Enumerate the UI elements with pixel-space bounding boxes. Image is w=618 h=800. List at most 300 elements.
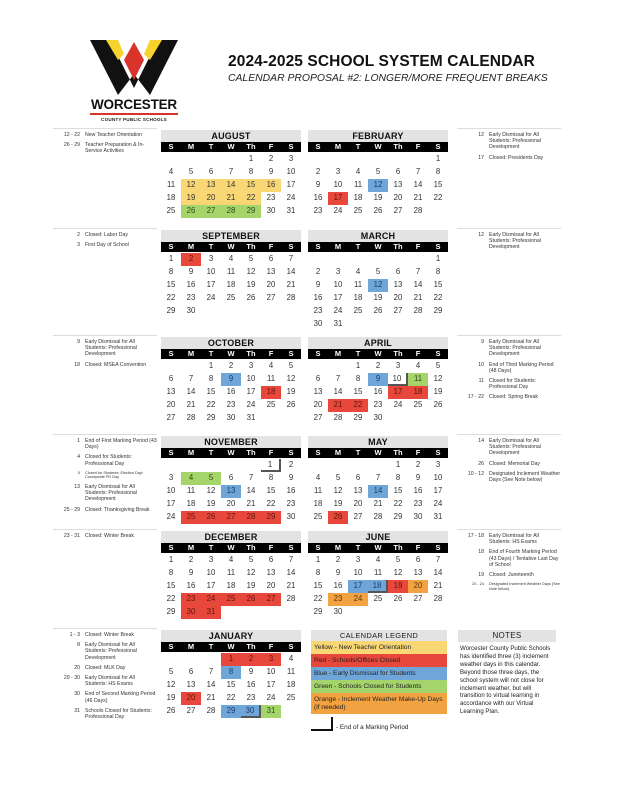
month-name: AUGUST [161, 130, 301, 142]
day-cell: 27 [186, 706, 196, 715]
empty-cell [181, 653, 201, 666]
note-text: Closed: Thanksgiving Break [85, 506, 150, 513]
day-cell: 7 [228, 167, 234, 176]
day-cell: 14 [206, 680, 216, 689]
note-item [53, 232, 157, 238]
day-cell: 20 [226, 499, 236, 508]
weekday-label: F [268, 349, 274, 358]
day-cell: 27 [221, 511, 241, 524]
weekday-label: F [415, 349, 421, 358]
note-text: End of Third Marking Period (48 Days) [489, 361, 554, 374]
note-item [457, 461, 561, 467]
day-cell: 11 [353, 180, 363, 189]
note-text: Closed: Presidents Day [489, 154, 544, 161]
day-cell: 19 [333, 499, 343, 508]
weekday-label: S [168, 142, 174, 151]
day-cell: 26 [201, 511, 221, 524]
weekday-label: S [435, 242, 441, 251]
day-grid [161, 458, 301, 524]
day-cell: 27 [313, 413, 323, 422]
day-cell: 4 [268, 361, 274, 370]
note-text: Early Dismissal for All Students: Professional Development [489, 232, 541, 251]
day-cell: 9 [188, 267, 194, 276]
day-cell: 25 [181, 511, 201, 524]
day-cell: 21 [186, 400, 196, 409]
weekday-label: T [355, 142, 361, 151]
weekday-label: T [208, 349, 214, 358]
day-cell: 5 [375, 267, 381, 276]
day-cell: 22 [348, 399, 368, 412]
day-cell: 26 [286, 400, 296, 409]
weekday-label: F [268, 543, 274, 552]
notes-text: Worcester County Public Schools has identified three (3) inclement weather days in this calendar. Beyond those three days, the school system will not close for inclement weather, but will transition to virtual learning in accordance with our Virtual Learning Plan. [460, 645, 551, 716]
day-cell: 22 [433, 293, 443, 302]
day-cell: 19 [246, 581, 256, 590]
calendar-legend [311, 630, 447, 731]
day-cell: 23 [181, 593, 201, 606]
day-grid [308, 152, 448, 218]
note-text: Closed: Juneteenth [489, 572, 534, 579]
left-notes [53, 434, 157, 517]
marking-period-bracket-icon [311, 717, 333, 731]
month-calendar-april [308, 337, 448, 425]
day-grid [308, 359, 448, 425]
empty-cell [348, 253, 368, 266]
day-cell: 18 [166, 193, 176, 202]
day-cell: 8 [435, 167, 441, 176]
note-item [457, 582, 561, 591]
day-cell: 4 [315, 473, 321, 482]
weekday-label: S [288, 642, 294, 651]
right-notes [457, 228, 561, 255]
note-item [53, 665, 157, 671]
month-calendar-december [161, 531, 301, 619]
day-cell: 16 [333, 581, 343, 590]
day-cell: 1 [261, 459, 281, 472]
day-cell: 4 [355, 167, 361, 176]
weekday-label: W [374, 349, 382, 358]
day-cell: 30 [186, 306, 196, 315]
day-cell: 14 [286, 267, 296, 276]
day-cell: 18 [286, 680, 296, 689]
day-cell: 6 [395, 267, 401, 276]
empty-cell [328, 459, 348, 472]
day-cell: 25 [266, 400, 276, 409]
weekday-label: W [227, 242, 235, 251]
day-cell: 8 [355, 374, 361, 383]
day-cell: 29 [206, 413, 216, 422]
day-cell: 3 [248, 361, 254, 370]
day-cell: 21 [413, 293, 423, 302]
day-cell: 9 [221, 373, 241, 386]
right-notes [457, 128, 561, 165]
note-date: 11 [478, 378, 484, 385]
day-cell: 26 [246, 293, 256, 302]
day-cell: 29 [166, 306, 176, 315]
day-cell: 22 [313, 594, 323, 603]
day-cell: 30 [226, 413, 236, 422]
day-cell: 15 [226, 680, 236, 689]
note-text: End of First Marking Period (43 Days) [85, 438, 157, 451]
legend-item-green: Green - Schools Closed for Students [311, 680, 447, 693]
day-cell: 15 [393, 486, 403, 495]
day-cell: 30 [286, 512, 296, 521]
day-cell: 29 [261, 511, 281, 524]
note-date: 1 [77, 438, 80, 444]
day-cell: 30 [181, 606, 201, 619]
day-cell: 23 [286, 499, 296, 508]
day-cell: 15 [266, 486, 276, 495]
empty-cell [201, 653, 221, 666]
weekday-label: W [227, 349, 235, 358]
day-cell: 29 [313, 607, 323, 616]
legend-marking-period [311, 717, 447, 731]
day-cell: 27 [413, 594, 423, 603]
day-cell: 1 [435, 254, 441, 263]
month-calendar-september [161, 230, 301, 318]
note-text: Closed: Memorial Day [489, 460, 541, 467]
empty-cell [181, 459, 201, 472]
day-cell: 21 [206, 693, 216, 702]
note-text: Early Dismissal for All Students: Professional Development [489, 438, 541, 457]
day-grid [308, 458, 448, 524]
weekday-label: S [288, 448, 294, 457]
note-date: 20 - 24 [472, 582, 484, 587]
note-text: Closed: MSEA Convention [85, 361, 147, 368]
day-cell: 20 [181, 692, 201, 705]
day-cell: 1 [435, 154, 441, 163]
day-cell: 28 [373, 512, 383, 521]
day-cell: 23 [186, 293, 196, 302]
weekday-label: S [168, 349, 174, 358]
weekday-label: Th [246, 543, 256, 552]
weekday-label: T [208, 642, 214, 651]
empty-cell [241, 459, 261, 472]
day-cell: 9 [315, 280, 321, 289]
day-cell: 9 [288, 473, 294, 482]
day-cell: 8 [168, 267, 174, 276]
day-cell: 4 [181, 472, 201, 485]
day-cell: 10 [333, 180, 343, 189]
day-cell: 8 [248, 167, 254, 176]
day-cell: 2 [315, 167, 321, 176]
note-item [53, 132, 157, 138]
note-date: 17 - 22 [467, 394, 484, 401]
weekday-label: F [415, 242, 421, 251]
day-cell: 7 [415, 167, 421, 176]
day-cell: 31 [286, 206, 296, 215]
day-cell: 16 [373, 387, 383, 396]
note-text: Early Dismissal for All Students: Professional Development [85, 339, 137, 358]
note-item [457, 533, 561, 545]
day-cell: 12 [246, 267, 256, 276]
day-cell: 24 [433, 499, 443, 508]
day-cell: 20 [393, 193, 403, 202]
day-cell: 2 [188, 555, 194, 564]
day-cell: 8 [268, 473, 274, 482]
day-cell: 16 [313, 193, 323, 202]
day-cell: 4 [415, 361, 421, 370]
weekday-label: W [374, 142, 382, 151]
day-cell: 23 [246, 693, 256, 702]
weekday-label: S [315, 349, 321, 358]
day-cell: 28 [413, 206, 423, 215]
day-cell: 17 [348, 580, 368, 593]
day-cell: 9 [188, 568, 194, 577]
day-cell: 8 [208, 374, 214, 383]
note-date: 30 [74, 691, 80, 698]
day-cell: 26 [241, 593, 261, 606]
month-name: MARCH [308, 230, 448, 242]
day-cell: 10 [433, 473, 443, 482]
note-item [53, 471, 157, 480]
month-name: MAY [308, 436, 448, 448]
day-cell: 17 [333, 293, 343, 302]
weekday-header [308, 349, 448, 359]
day-cell: 4 [168, 167, 174, 176]
notes-box [458, 630, 556, 716]
empty-cell [201, 459, 221, 472]
day-cell: 6 [355, 473, 361, 482]
day-cell: 15 [433, 180, 443, 189]
note-date: 4 [77, 454, 80, 461]
day-cell: 29 [353, 413, 363, 422]
day-cell: 25 [226, 293, 236, 302]
weekday-label: M [187, 349, 195, 358]
day-cell: 5 [435, 361, 441, 370]
day-cell: 18 [353, 293, 363, 302]
weekday-label: M [187, 448, 195, 457]
left-notes [53, 335, 157, 372]
empty-cell [161, 459, 181, 472]
day-cell: 12 [368, 279, 388, 292]
day-grid [308, 553, 448, 619]
day-cell: 21 [286, 280, 296, 289]
page-title: 2024-2025 SCHOOL SYSTEM CALENDAR [228, 53, 535, 70]
note-date: 12 - 22 [63, 132, 80, 138]
day-cell: 18 [368, 580, 388, 593]
weekday-label: M [334, 242, 342, 251]
left-notes [53, 228, 157, 252]
weekday-label: F [268, 142, 274, 151]
empty-cell [388, 153, 408, 166]
weekday-label: F [415, 448, 421, 457]
note-text: End of Second Marking Period (46 Days) [85, 691, 156, 704]
month-calendar-june [308, 531, 448, 619]
note-item [53, 142, 157, 154]
day-cell: 17 [246, 387, 256, 396]
day-cell: 16 [413, 486, 423, 495]
logo-rule [90, 113, 178, 115]
day-cell: 6 [208, 167, 214, 176]
day-cell: 17 [166, 499, 176, 508]
day-cell: 30 [413, 512, 423, 521]
weekday-label: W [374, 448, 382, 457]
day-cell: 5 [288, 361, 294, 370]
day-cell: 3 [335, 267, 341, 276]
legend-item-orange: Orange - Inclement Weather Make-Up Days (if needed) [311, 693, 447, 714]
day-cell: 28 [206, 706, 216, 715]
day-cell: 17 [388, 386, 408, 399]
note-date: 20 [74, 664, 80, 671]
day-cell: 27 [393, 306, 403, 315]
day-cell: 29 [221, 705, 241, 718]
day-cell: 23 [373, 400, 383, 409]
note-date: 2 [77, 232, 80, 238]
day-cell: 10 [388, 373, 408, 386]
day-cell: 16 [286, 486, 296, 495]
day-cell: 22 [241, 192, 261, 205]
day-cell: 4 [228, 254, 234, 263]
note-text: Closed for Students: Election Day/ Countywide PD Day [85, 470, 143, 480]
day-cell: 23 [413, 499, 423, 508]
day-cell: 25 [353, 306, 363, 315]
day-cell: 13 [393, 180, 403, 189]
day-cell: 5 [335, 473, 341, 482]
weekday-header [161, 642, 301, 652]
day-cell: 19 [388, 580, 408, 593]
note-text: Teacher Preparation & In-Service Activities [85, 142, 145, 155]
day-cell: 26 [373, 306, 383, 315]
day-cell: 17 [206, 581, 216, 590]
note-date: 19 [478, 572, 484, 579]
day-cell: 8 [435, 267, 441, 276]
month-name: OCTOBER [161, 337, 301, 349]
note-text: Closed: Winter Break [85, 632, 135, 638]
note-text: Closed: Winter Break [85, 533, 135, 539]
day-cell: 3 [208, 555, 214, 564]
day-cell: 7 [248, 473, 254, 482]
weekday-label: F [268, 642, 274, 651]
empty-cell [368, 459, 388, 472]
day-cell: 31 [246, 413, 256, 422]
note-date: 26 [478, 460, 484, 467]
weekday-label: S [435, 142, 441, 151]
weekday-label: M [334, 349, 342, 358]
left-notes [53, 128, 157, 159]
day-cell: 19 [433, 387, 443, 396]
day-cell: 22 [206, 400, 216, 409]
day-cell: 20 [353, 499, 363, 508]
day-cell: 3 [208, 254, 214, 263]
day-cell: 29 [166, 607, 176, 616]
day-cell: 27 [353, 512, 363, 521]
weekday-label: S [315, 448, 321, 457]
weekday-label: S [435, 448, 441, 457]
note-item [53, 675, 157, 687]
day-cell: 12 [286, 374, 296, 383]
day-cell: 16 [186, 581, 196, 590]
month-name: FEBRUARY [308, 130, 448, 142]
day-cell: 3 [288, 154, 294, 163]
note-item [53, 533, 157, 539]
day-cell: 27 [201, 205, 221, 218]
weekday-label: Th [246, 242, 256, 251]
day-cell: 14 [413, 180, 423, 189]
day-cell: 7 [415, 267, 421, 276]
day-cell: 20 [313, 400, 323, 409]
day-cell: 11 [373, 568, 383, 577]
note-item [457, 394, 561, 400]
day-cell: 23 [328, 593, 348, 606]
month-name: SEPTEMBER [161, 230, 301, 242]
legend-item-yellow: Yellow - New Teacher Orientation [311, 641, 447, 654]
day-cell: 8 [221, 666, 241, 679]
day-cell: 21 [433, 581, 443, 590]
note-text: Early Dismissal for All Students: Professional Development [489, 339, 541, 358]
day-cell: 30 [313, 319, 323, 328]
empty-cell [221, 459, 241, 472]
day-cell: 21 [373, 499, 383, 508]
day-cell: 29 [393, 512, 403, 521]
day-cell: 28 [433, 594, 443, 603]
note-text: Closed: Spring Break [489, 394, 539, 401]
day-cell: 1 [355, 361, 361, 370]
day-cell: 26 [166, 706, 176, 715]
weekday-header [161, 543, 301, 553]
day-cell: 20 [266, 581, 276, 590]
day-cell: 15 [166, 581, 176, 590]
empty-cell [308, 459, 328, 472]
day-cell: 5 [248, 254, 254, 263]
day-cell: 11 [353, 280, 363, 289]
day-cell: 2 [415, 460, 421, 469]
day-cell: 11 [186, 486, 196, 495]
day-cell: 19 [286, 387, 296, 396]
note-item [457, 471, 561, 483]
day-cell: 20 [393, 293, 403, 302]
day-cell: 4 [288, 654, 294, 663]
day-cell: 12 [166, 680, 176, 689]
day-cell: 31 [201, 606, 221, 619]
month-calendar-november [161, 436, 301, 524]
empty-cell [161, 653, 181, 666]
weekday-label: Th [393, 349, 403, 358]
note-item [457, 232, 561, 251]
day-cell: 4 [228, 555, 234, 564]
day-cell: 15 [433, 280, 443, 289]
day-cell: 13 [166, 387, 176, 396]
day-cell: 18 [226, 280, 236, 289]
day-cell: 19 [373, 193, 383, 202]
day-cell: 19 [206, 499, 216, 508]
weekday-label: S [168, 642, 174, 651]
weekday-label: T [208, 543, 214, 552]
empty-cell [388, 253, 408, 266]
weekday-label: T [355, 242, 361, 251]
weekday-label: Th [393, 448, 403, 457]
day-cell: 1 [208, 361, 214, 370]
note-text: Closed: MLK Day [85, 664, 126, 671]
day-cell: 10 [166, 486, 176, 495]
weekday-label: T [355, 543, 361, 552]
note-date: 18 [74, 361, 80, 368]
logo-wordmark: WORCESTER [91, 97, 177, 112]
day-cell: 17 [206, 280, 216, 289]
day-cell: 7 [188, 374, 194, 383]
day-cell: 3 [168, 473, 174, 482]
empty-cell [348, 153, 368, 166]
weekday-label: M [334, 543, 342, 552]
left-notes [53, 529, 157, 543]
month-calendar-january [161, 630, 301, 718]
day-cell: 10 [333, 280, 343, 289]
note-item [457, 155, 561, 161]
day-cell: 21 [221, 192, 241, 205]
month-name: JANUARY [161, 630, 301, 642]
day-cell: 26 [393, 594, 403, 603]
day-cell: 11 [226, 267, 236, 276]
